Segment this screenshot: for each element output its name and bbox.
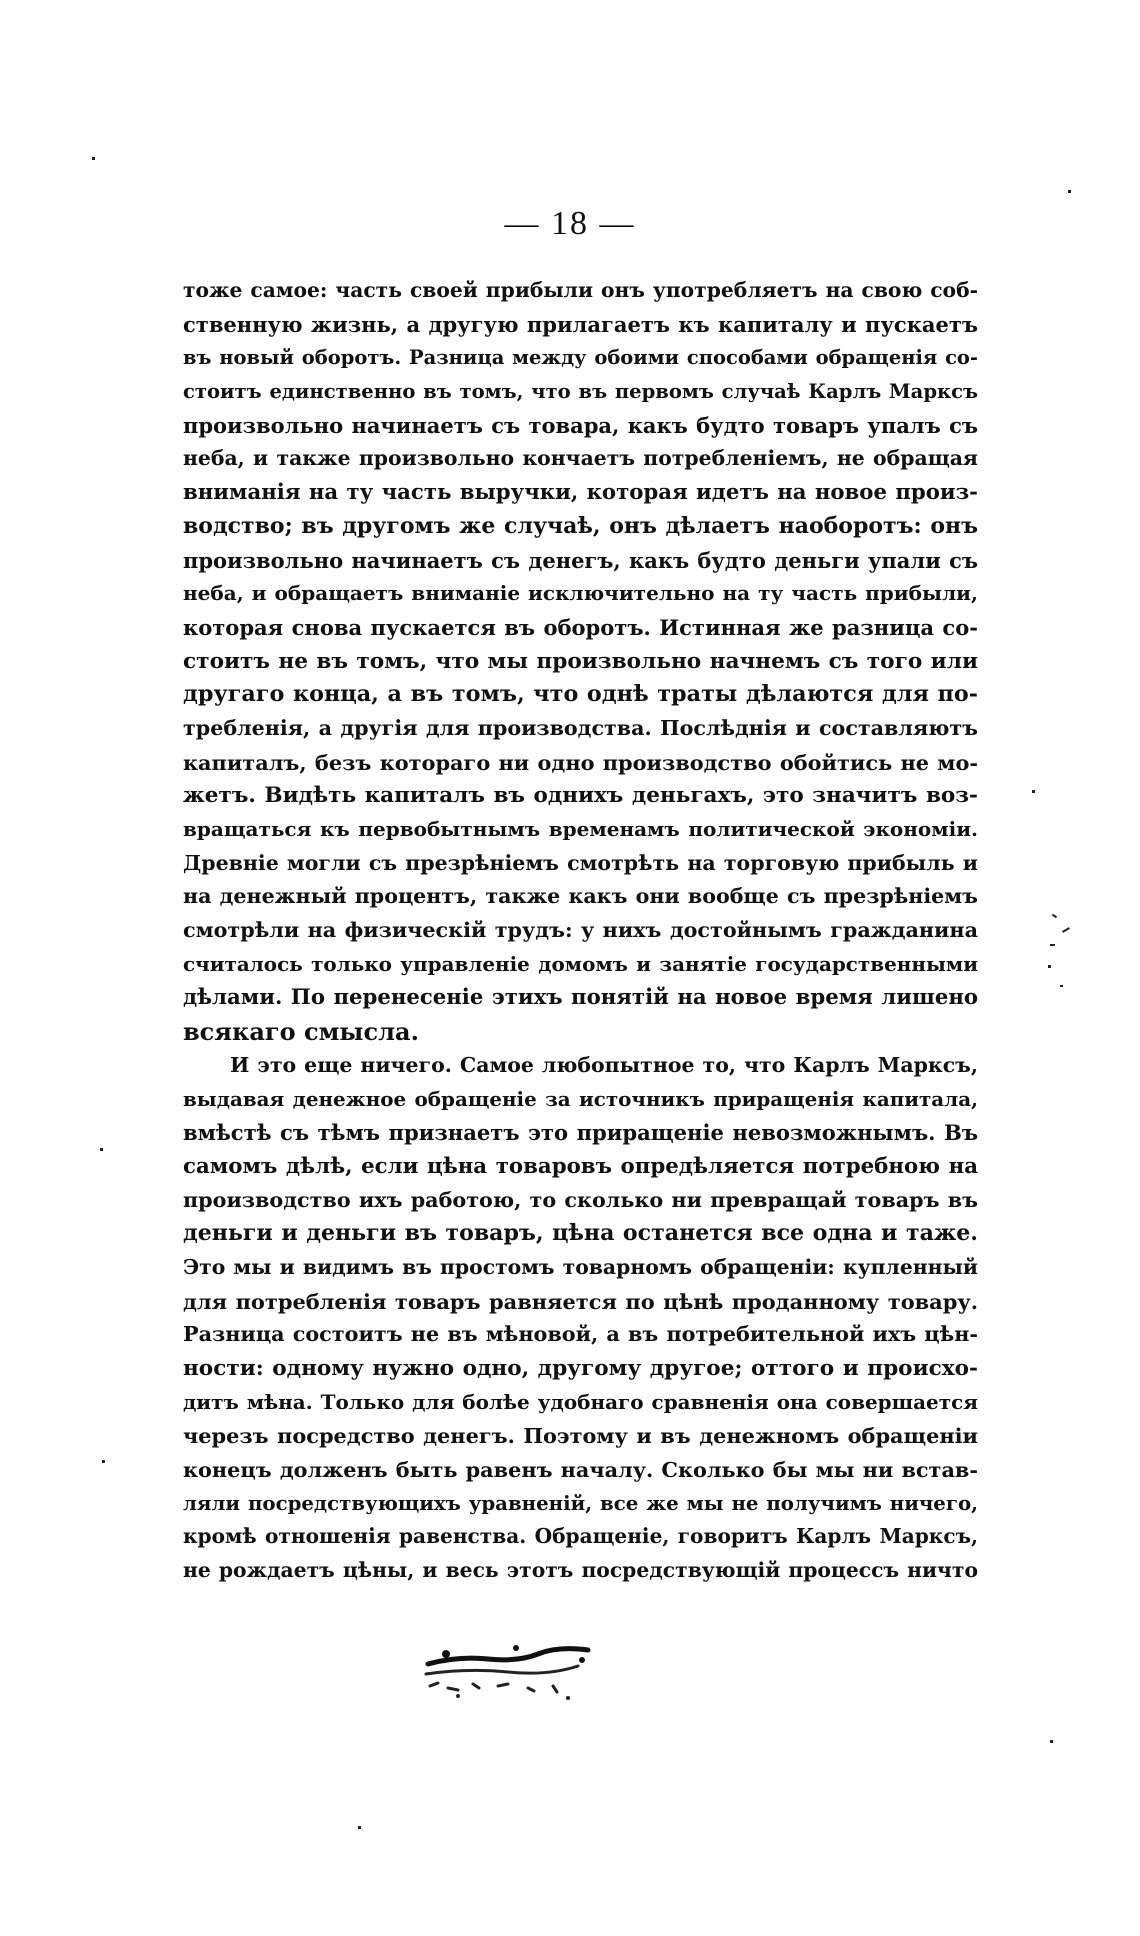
text-line: Это мы и видимъ въ простомъ товарномъ обращеніи: купленный <box>183 1254 978 1279</box>
text-line: ственную жизнь, а другую прилагаетъ къ капиталу и пускаетъ <box>183 311 978 337</box>
text-line: дѣлами. По перенесеніе этихъ понятій на новое время лишено <box>183 985 978 1011</box>
scan-speck <box>1032 790 1035 793</box>
text-line: деньги и деньги въ товаръ, цѣна останется все одна и таже. <box>183 1220 978 1247</box>
text-line: Древніе могли съ презрѣніемъ смотрѣть на торговую прибыль и <box>183 850 978 875</box>
scan-speck <box>100 1148 103 1151</box>
text-line: которая снова пускается въ оборотъ. Истинная же разница со- <box>183 614 978 640</box>
text-line: конецъ долженъ быть равенъ началу. Сколько бы мы ни встав- <box>183 1457 978 1483</box>
scan-speck <box>1068 190 1071 193</box>
text-line: требленія, а другія для производства. Послѣднія и составляютъ <box>183 715 978 740</box>
page-number: — 18 — <box>504 205 636 242</box>
text-line: на денежный процентъ, также какъ они вообще съ презрѣніемъ <box>183 884 978 909</box>
text-line: неба, и обращаетъ вниманіе исключительно на ту часть прибыли, <box>183 581 978 606</box>
text-line: самомъ дѣлѣ, если цѣна товаровъ опредѣляется потребною на <box>183 1153 978 1179</box>
text-line: въ новый оборотъ. Разница между обоими способами обращенія со- <box>183 346 978 370</box>
text-line: жетъ. Видѣть капиталъ въ однихъ деньгахъ, это значитъ воз- <box>183 783 978 809</box>
text-line: вращаться къ первобытнымъ временамъ политической экономіи. <box>183 817 978 841</box>
scan-speck <box>1052 914 1057 919</box>
scan-speck <box>1062 927 1070 933</box>
ink-smudge <box>418 1626 598 1716</box>
text-line: другаго конца, а въ томъ, что однѣ траты дѣлаются для по- <box>183 681 978 708</box>
text-line: выдавая денежное обращеніе за источникъ приращенія капитала, <box>183 1086 978 1111</box>
text-line: капиталъ, безъ котораго ни одно производство обойтись не мо- <box>183 749 978 775</box>
text-line: произвольно начинаетъ съ товара, какъ будто товаръ упалъ съ <box>183 412 978 438</box>
text-line: И это еще ничего. Самое любопытное то, что Карлъ Марксъ, <box>230 1052 978 1077</box>
text-line: для потребленія товаръ равняется по цѣнѣ проданному товару. <box>183 1288 978 1314</box>
text-line: тоже самое: часть своей прибыли онъ употребляетъ на свою соб- <box>183 278 978 302</box>
text-line: смотрѣли на физическій трудъ: у нихъ достойнымъ гражданина <box>183 918 978 943</box>
text-line: вниманія на ту часть выручки, которая идетъ на новое произ- <box>183 480 978 506</box>
scan-speck <box>1050 1740 1053 1743</box>
text-line: дитъ мѣна. Только для болѣе удобнаго сравненія она совершается <box>183 1389 978 1414</box>
body-text <box>183 274 978 1588</box>
text-line: не рождаетъ цѣны, и весь этотъ посредствующій процессъ ничто <box>183 1558 978 1583</box>
text-line: черезъ посредство денегъ. Поэтому и въ денежномъ обращеніи <box>183 1423 978 1449</box>
scan-speck <box>1050 944 1055 946</box>
text-line: ности: одному нужно одно, другому другое; оттого и происхо- <box>183 1356 978 1381</box>
text-line: неба, и также произвольно кончаетъ потребленіемъ, не обращая <box>183 446 978 471</box>
text-line: стоитъ единственно въ томъ, что въ первомъ случаѣ Карлъ Марксъ <box>183 380 978 404</box>
text-line: считалось только управленіе домомъ и занятіе государственными <box>183 951 978 976</box>
scan-speck <box>102 1460 105 1463</box>
scan-speck <box>1048 965 1051 968</box>
text-line: всякаго смысла. <box>183 1017 419 1047</box>
text-line: производство ихъ работою, то сколько ни превращай товаръ въ <box>183 1187 978 1212</box>
scan-speck <box>358 1826 361 1829</box>
text-line: произвольно начинаетъ съ денегъ, какъ будто деньги упали съ <box>183 547 978 573</box>
paragraph-1 <box>183 274 978 1049</box>
scan-speck <box>92 157 95 160</box>
text-line: Разница состоитъ не въ мѣновой, а въ потребительной ихъ цѣн- <box>183 1322 978 1347</box>
text-line: стоитъ не въ томъ, что мы произвольно начнемъ съ того или <box>183 648 978 674</box>
text-line: ляли посредствующихъ уравненій, все же мы не получимъ ничего, <box>183 1490 978 1515</box>
paragraph-2 <box>183 1049 978 1588</box>
scan-speck <box>1060 985 1063 987</box>
text-line: водство; въ другомъ же случаѣ, онъ дѣлаетъ наоборотъ: онъ <box>183 512 978 539</box>
text-line: вмѣстѣ съ тѣмъ признаетъ это приращеніе невозможнымъ. Въ <box>183 1120 978 1146</box>
text-line: кромѣ отношенія равенства. Обращеніе, говоритъ Карлъ Марксъ, <box>183 1524 978 1549</box>
